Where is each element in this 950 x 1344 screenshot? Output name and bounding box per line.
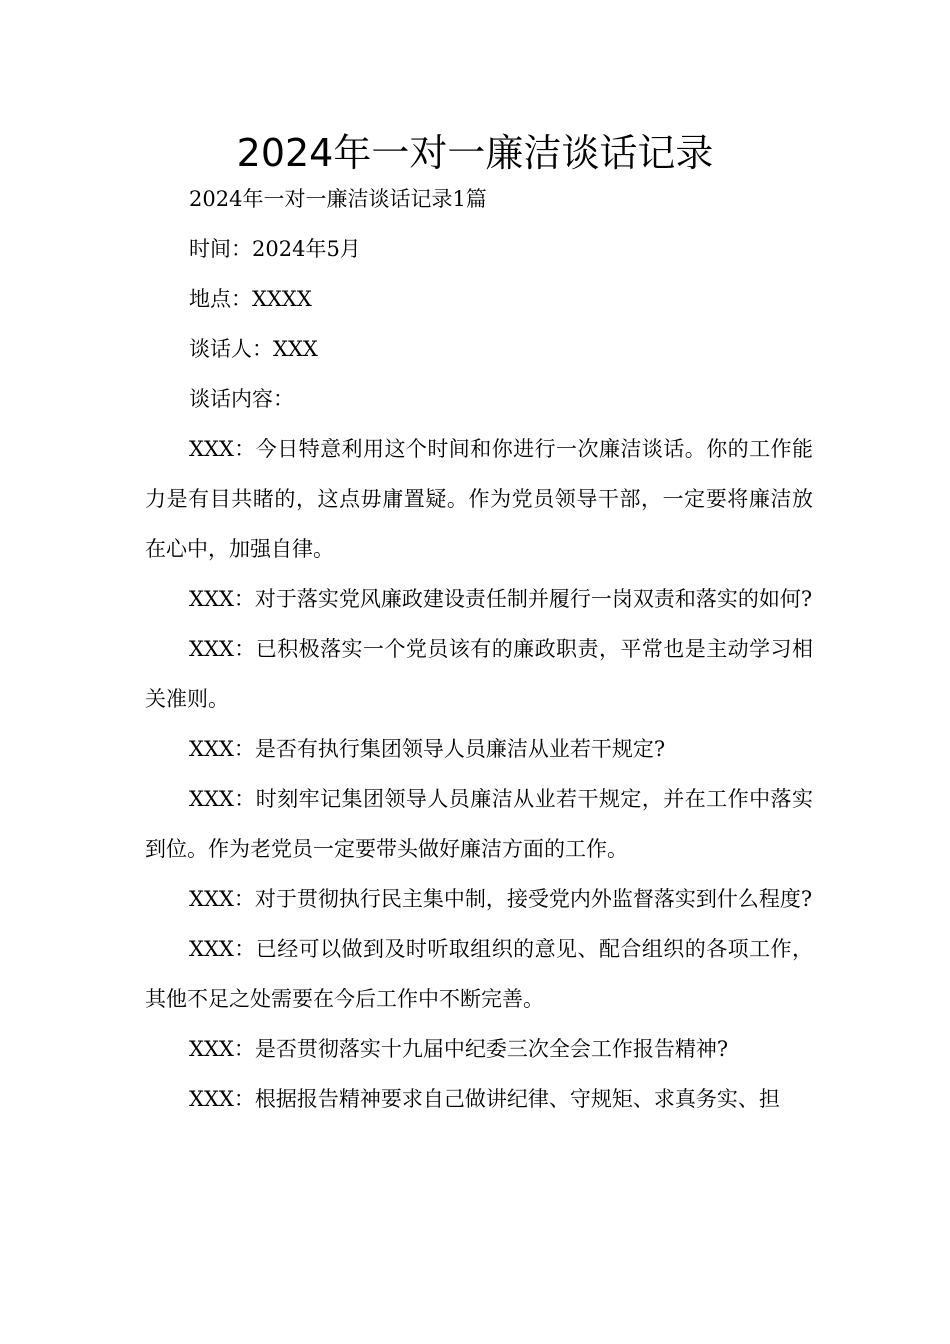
document-title: 2024年一对一廉洁谈话记录 [236, 131, 714, 175]
paragraph-location: 地点：XXXX [189, 287, 312, 311]
paragraph-dialogue: XXX：是否贯彻落实十九届中纪委三次全会工作报告精神? [189, 1037, 729, 1061]
paragraph-dialogue: XXX：对于落实党风廉政建设责任制并履行一岗双责和落实的如何? [189, 587, 813, 611]
paragraph-content-heading: 谈话内容： [189, 387, 294, 411]
paragraph-dialogue: XXX：是否有执行集团领导人员廉洁从业若干规定? [189, 737, 666, 761]
paragraph-dialogue: XXX：今日特意利用这个时间和你进行一次廉洁谈话。你的工作能力是有目共睹的，这点毋庸置疑。作为党员领导干部，一定要将廉洁放在心中，加强自律。 [145, 437, 813, 561]
paragraph-dialogue: XXX：根据报告精神要求自己做讲纪律、守规矩、求真务实、担 [189, 1087, 780, 1111]
paragraph-subtitle: 2024年一对一廉洁谈话记录1篇 [189, 187, 487, 211]
paragraph-time: 时间：2024年5月 [189, 237, 361, 261]
paragraph-dialogue: XXX：已积极落实一个党员该有的廉政职责，平常也是主动学习相关准则。 [145, 637, 813, 711]
document-body [145, 174, 813, 1124]
paragraph-dialogue: XXX：已经可以做到及时听取组织的意见、配合组织的各项工作，其他不足之处需要在今后工作中不断完善。 [145, 937, 813, 1011]
paragraph-dialogue: XXX：对于贯彻执行民主集中制，接受党内外监督落实到什么程度? [189, 887, 813, 911]
paragraph-dialogue: XXX：时刻牢记集团领导人员廉洁从业若干规定，并在工作中落实到位。作为老党员一定要带头做好廉洁方面的工作。 [145, 787, 813, 861]
paragraph-interviewer: 谈话人：XXX [189, 337, 318, 361]
